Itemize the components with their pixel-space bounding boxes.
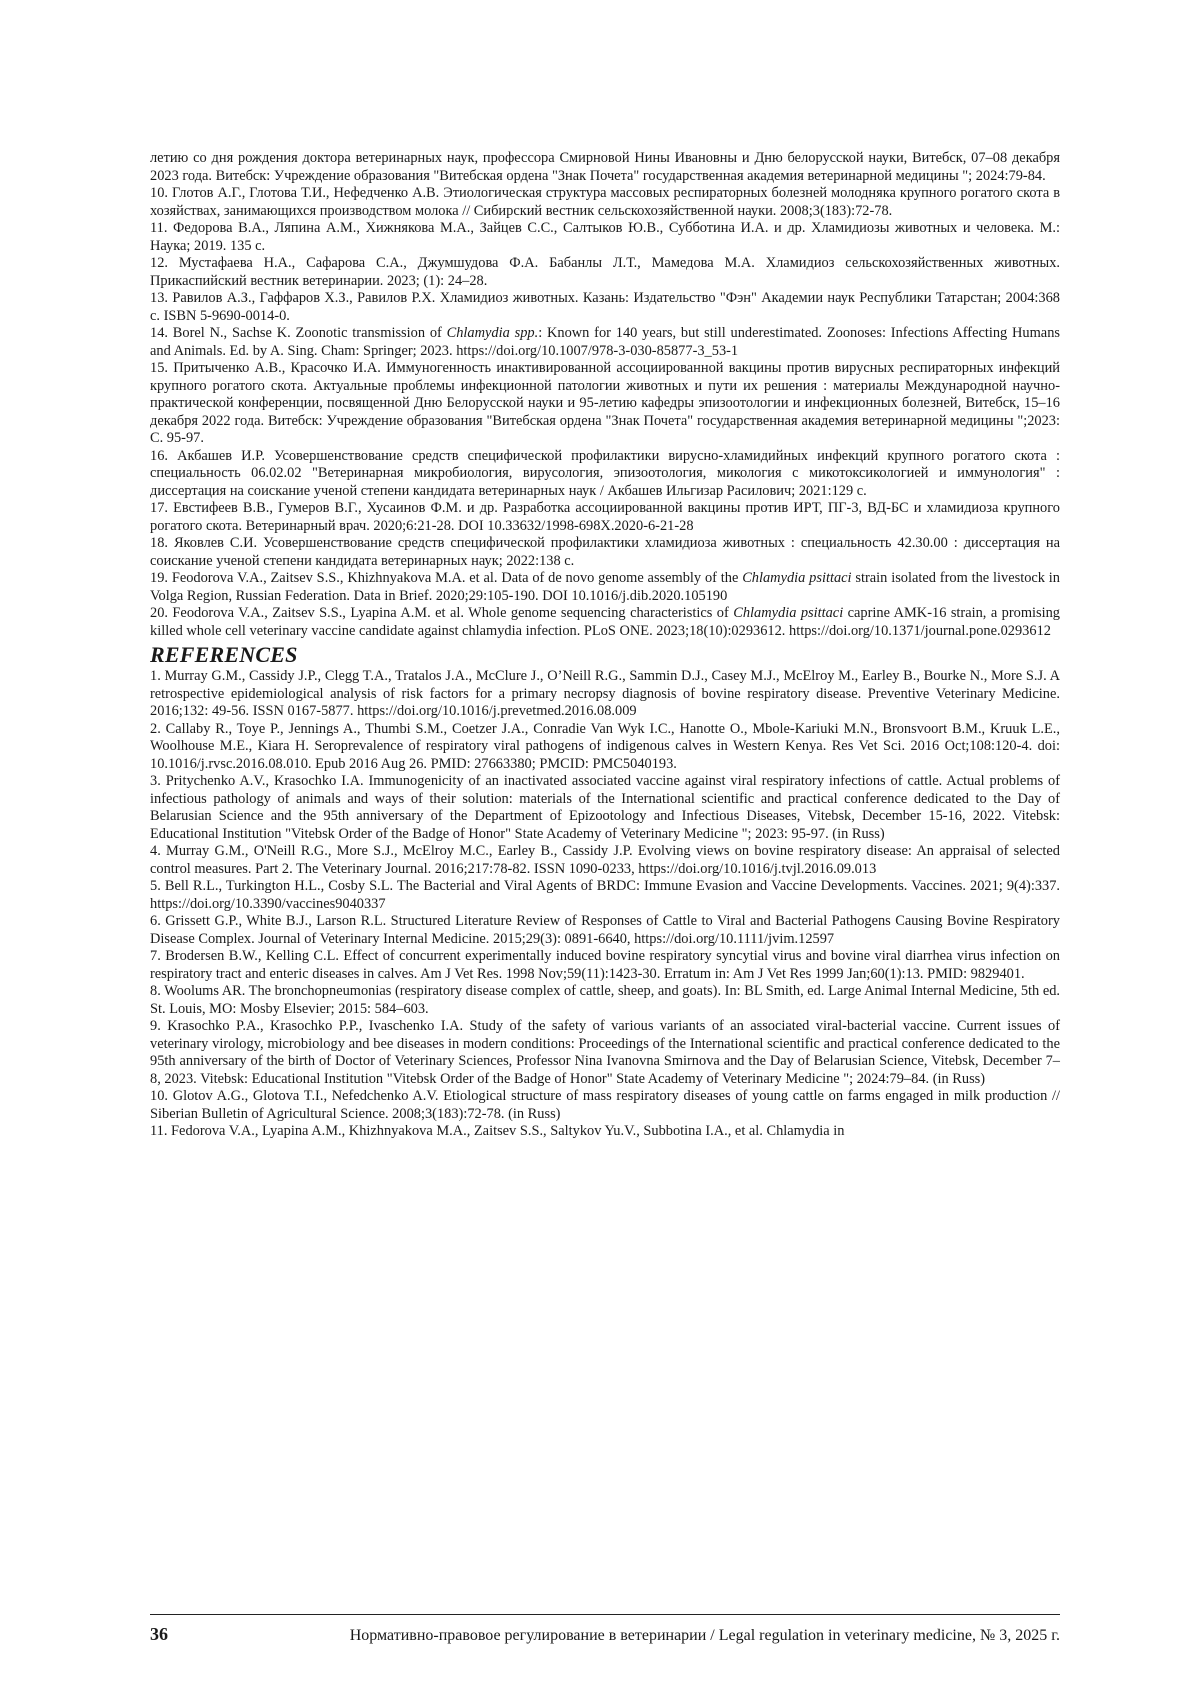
- reference-item: 10. Glotov A.G., Glotova T.I., Nefedchenko A.V. Etiological structure of mass respiratory diseases of young cattle on farms engaged in milk production // Siberian Bulletin of Agricultural Science. 2008;3(183):72-78. (in Russ): [150, 1088, 1060, 1123]
- reference-item: 15. Притыченко А.В., Красочко И.А. Иммуногенность инактивированной ассоциированной вакцины против вирусных респираторных инфекций крупного рогатого скота. Актуальные проблемы инфекционной патологии животных и пути их решения : материалы Международной научно-практической конференции, посвященной Дню Белорусской науки и 95-летию кафедры эпизоотологии и инфекционных болезней, Витебск, 15–16 декабря 2022 года. Витебск: Учреждение образования "Витебская ордена "Знак Почета" государственная академия ветеринарной медицины ";2023: С. 95-97.: [150, 360, 1060, 448]
- references-heading: REFERENCES: [150, 642, 1060, 668]
- reference-item: 3. Pritychenko A.V., Krasochko I.A. Immunogenicity of an inactivated associated vaccine against viral respiratory infections of cattle. Actual problems of infectious pathology of animals and ways of their solution: materials of the International scientific and practical conference dedicated to the Day of Belarusian Science and the 95th anniversary of the Department of Epizootology and Infectious Diseases, Vitebsk, December 15-16, 2022. Vitebsk: Educational Institution "Vitebsk Order of the Badge of Honor" State Academy of Veterinary Medicine "; 2023: 95-97. (in Russ): [150, 773, 1060, 843]
- reference-item: 13. Равилов А.З., Гаффаров Х.З., Равилов Р.Х. Хламидиоз животных. Казань: Издательство "Фэн" Академии наук Республики Татарстан; 2004:368 с. ISBN 5-9690-0014-0.: [150, 290, 1060, 325]
- reference-item: 11. Fedorova V.A., Lyapina A.M., Khizhnyakova M.A., Zaitsev S.S., Saltykov Yu.V., Subbotina I.A., et al. Chlamydia in: [150, 1123, 1060, 1141]
- reference-item: 16. Акбашев И.Р. Усовершенствование средств специфической профилактики вирусно-хламидийных инфекций крупного рогатого скота : специальность 06.02.02 "Ветеринарная микробиология, вирусология, эпизоотология, микология с микотоксикологией и иммунология" : диссертация на соискание ученой степени кандидата ветеринарных наук / Акбашев Ильгизар Расилович; 2021:129 с.: [150, 448, 1060, 501]
- reference-item: 2. Callaby R., Toye P., Jennings A., Thumbi S.M., Coetzer J.A., Conradie Van Wyk I.C., Hanotte O., Mbole-Kariuki M.N., Bronsvoort B.M., Kruuk L.E., Woolhouse M.E., Kiara H. Seroprevalence of respiratory viral pathogens of indigenous calves in Western Kenya. Res Vet Sci. 2016 Oct;108:120-4. doi: 10.1016/j.rvsc.2016.08.010. Epub 2016 Aug 26. PMID: 27663380; PMCID: PMC5040193.: [150, 721, 1060, 774]
- reference-item: 11. Федорова В.А., Ляпина А.М., Хижнякова М.А., Зайцев С.С., Салтыков Ю.В., Субботина И.А. и др. Хламидиозы животных и человека. М.: Наука; 2019. 135 с.: [150, 220, 1060, 255]
- russian-reference-list: [150, 150, 1060, 640]
- page-number: 36: [150, 1624, 202, 1645]
- reference-item: 20. Feodorova V.A., Zaitsev S.S., Lyapina A.M. et al. Whole genome sequencing characteristics of Chlamydia psittaci caprine AMK-16 strain, a promising killed whole cell veterinary vaccine candidate against chlamydia infection. PLoS ONE. 2023;18(10):0293612. https://doi.org/10.1371/journal.pone.0293612: [150, 605, 1060, 640]
- reference-item: 4. Murray G.M., O'Neill R.G., More S.J., McElroy M.C., Earley B., Cassidy J.P. Evolving views on bovine respiratory disease: An appraisal of selected control measures. Part 2. The Veterinary Journal. 2016;217:78-82. ISSN 1090-0233, https://doi.org/10.1016/j.tvjl.2016.09.013: [150, 843, 1060, 878]
- reference-item: 19. Feodorova V.A., Zaitsev S.S., Khizhnyakova M.A. et al. Data of de novo genome assembly of the Chlamydia psittaci strain isolated from the livestock in Volga Region, Russian Federation. Data in Brief. 2020;29:105-190. DOI 10.1016/j.dib.2020.105190: [150, 570, 1060, 605]
- reference-item: 10. Глотов А.Г., Глотова Т.И., Нефедченко А.В. Этиологическая структура массовых респираторных болезней молодняка крупного рогатого скота в хозяйствах, занимающихся производством молока // Сибирский вестник сельскохозяйственной науки. 2008;3(183):72-78.: [150, 185, 1060, 220]
- species-name: Chlamydia spp.: [447, 325, 539, 341]
- english-reference-list: [150, 668, 1060, 1141]
- species-name: Chlamydia psittaci: [742, 570, 851, 586]
- reference-item: 7. Brodersen B.W., Kelling C.L. Effect of concurrent experimentally induced bovine respiratory syncytial virus and bovine viral diarrhea virus infection on respiratory tract and enteric diseases in calves. Am J Vet Res. 1998 Nov;59(11):1423-30. Erratum in: Am J Vet Res 1999 Jan;60(1):13. PMID: 9829401.: [150, 948, 1060, 983]
- reference-item: 18. Яковлев С.И. Усовершенствование средств специфической профилактики хламидиоза животных : специальность 42.30.00 : диссертация на соискание ученой степени кандидата ветеринарных наук; 2022:138 с.: [150, 535, 1060, 570]
- reference-page: [150, 150, 1060, 1141]
- species-name: Chlamydia psittaci: [733, 605, 843, 621]
- reference-item: 1. Murray G.M., Cassidy J.P., Clegg T.A., Tratalos J.A., McClure J., O’Neill R.G., Sammin D.J., Casey M.J., McElroy M., Earley B., Bourke N., More S.J. A retrospective epidemiological analysis of risk factors for a primary necropsy diagnosis of bovine respiratory disease. Preventive Veterinary Medicine. 2016;132: 49-56. ISSN 0167-5877. https://doi.org/10.1016/j.prevetmed.2016.08.009: [150, 668, 1060, 721]
- reference-item: 5. Bell R.L., Turkington H.L., Cosby S.L. The Bacterial and Viral Agents of BRDC: Immune Evasion and Vaccine Developments. Vaccines. 2021; 9(4):337. https://doi.org/10.3390/vaccines9040337: [150, 878, 1060, 913]
- reference-item: 12. Мустафаева Н.А., Сафарова С.А., Джумшудова Ф.А. Бабанлы Л.Т., Мамедова М.А. Хламидиоз сельскохозяйственных животных. Прикаспийский вестник ветеринарии. 2023; (1): 24–28.: [150, 255, 1060, 290]
- journal-title: Нормативно-правовое регулирование в ветеринарии / Legal regulation in veterinary medicine, № 3, 2025 г.: [202, 1627, 1060, 1645]
- reference-item: летию со дня рождения доктора ветеринарных наук, профессора Смирновой Нины Ивановны и Дню белорусской науки, Витебск, 07–08 декабря 2023 года. Витебск: Учреждение образования "Витебская ордена "Знак Почета" государственная академия ветеринарной медицины "; 2024:79-84.: [150, 150, 1060, 185]
- reference-item: 6. Grissett G.P., White B.J., Larson R.L. Structured Literature Review of Responses of Cattle to Viral and Bacterial Pathogens Causing Bovine Respiratory Disease Complex. Journal of Veterinary Internal Medicine. 2015;29(3): 0891-6640, https://doi.org/10.1111/jvim.12597: [150, 913, 1060, 948]
- reference-item: 8. Woolums AR. The bronchopneumonias (respiratory disease complex of cattle, sheep, and goats). In: BL Smith, ed. Large Animal Internal Medicine, 5th ed. St. Louis, MO: Mosby Elsevier; 2015: 584–603.: [150, 983, 1060, 1018]
- reference-item: 17. Евстифеев В.В., Гумеров В.Г., Хусаинов Ф.М. и др. Разработка ассоциированной вакцины против ИРТ, ПГ-3, ВД-БС и хламидиоза крупного рогатого скота. Ветеринарный врач. 2020;6:21-28. DOI 10.33632/1998-698X.2020-6-21-28: [150, 500, 1060, 535]
- reference-item: 9. Krasochko P.A., Krasochko P.P., Ivaschenko I.A. Study of the safety of various variants of an associated viral-bacterial vaccine. Current issues of veterinary virology, microbiology and bee diseases in modern conditions: Proceedings of the International scientific and practical conference dedicated to the 95th anniversary of the birth of Doctor of Veterinary Sciences, Professor Nina Ivanovna Smirnova and the Day of Belarusian Science, Vitebsk, December 7–8, 2023. Vitebsk: Educational Institution "Vitebsk Order of the Badge of Honor" State Academy of Veterinary Medicine "; 2024:79–84. (in Russ): [150, 1018, 1060, 1088]
- reference-item: 14. Borel N., Sachse K. Zoonotic transmission of Chlamydia spp.: Known for 140 years, but still underestimated. Zoonoses: Infections Affecting Humans and Animals. Ed. by A. Sing. Cham: Springer; 2023. https://doi.org/10.1007/978-3-030-85877-3_53-1: [150, 325, 1060, 360]
- page-footer: [150, 1614, 1060, 1645]
